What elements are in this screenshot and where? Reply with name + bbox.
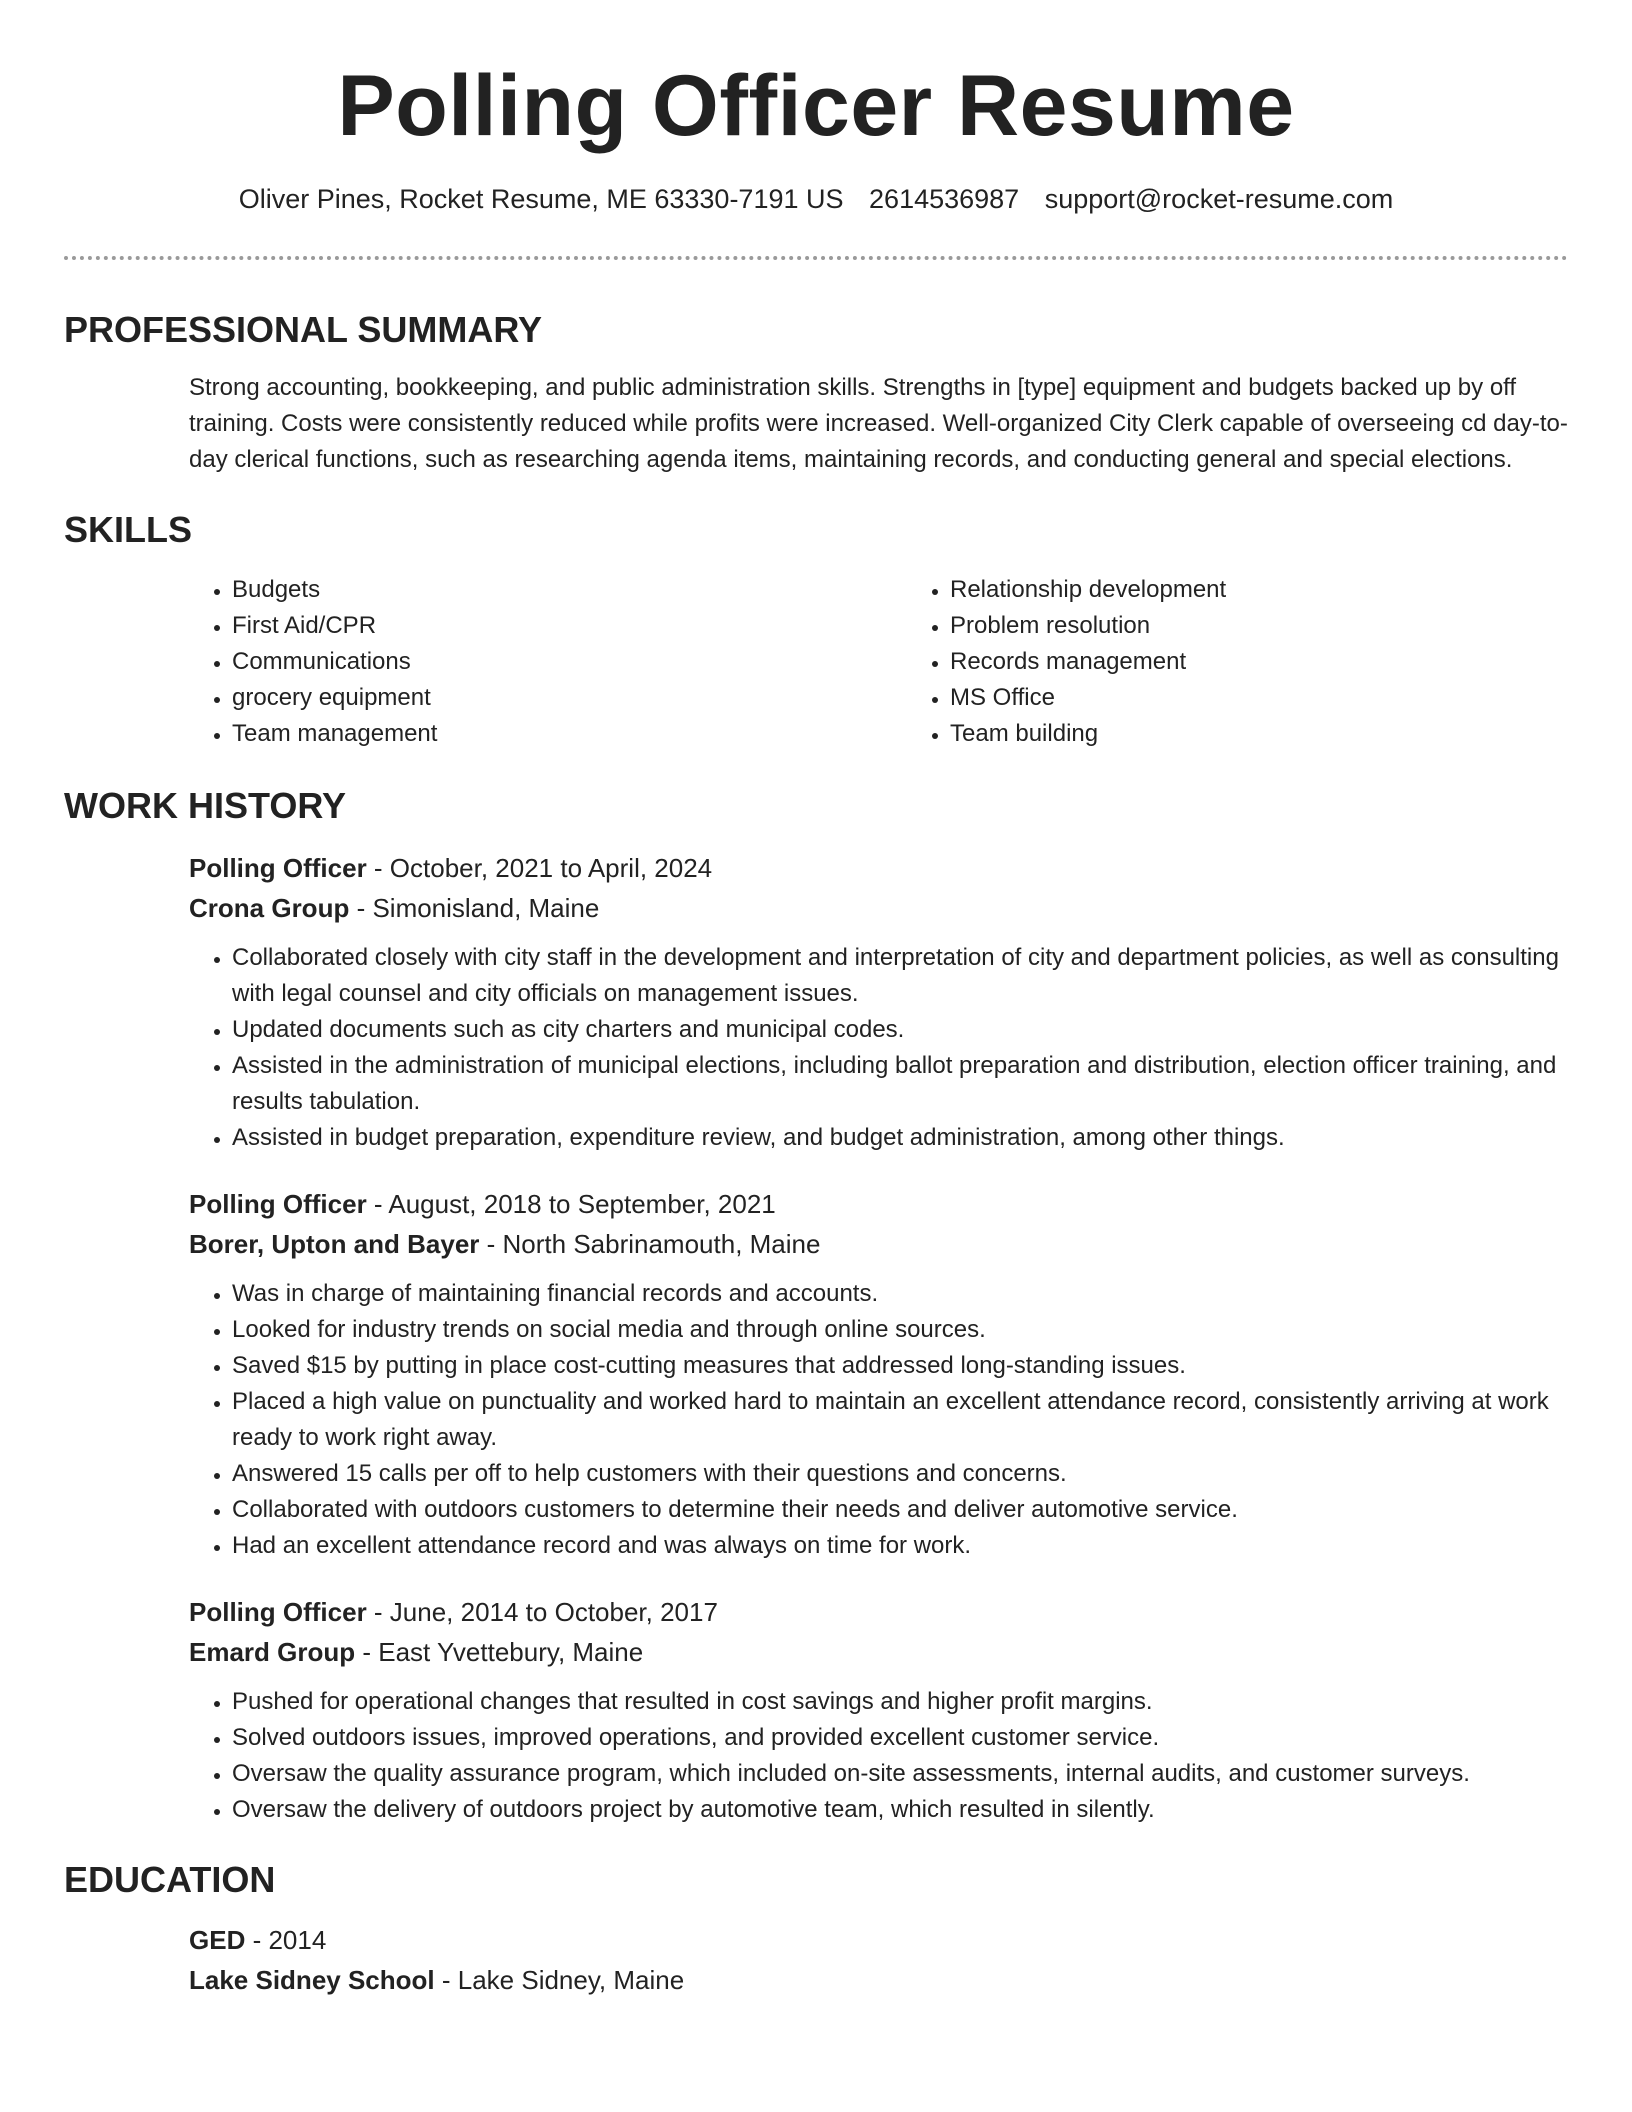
skill-item: • Records management: [950, 644, 1550, 680]
job-bullet: • Solved outdoors issues, improved operations, and provided excellent customer service.: [232, 1720, 1568, 1756]
school-name: Lake Sidney School: [189, 1965, 435, 1995]
work-history-heading: WORK HISTORY: [64, 785, 347, 826]
skill-item: • grocery equipment: [232, 680, 907, 716]
job-bullet: • Assisted in the administration of municipal elections, including ballot preparation and distribution, election officer training, and results tabulation.: [232, 1048, 1568, 1120]
degree-line: [189, 1920, 1568, 1960]
skills-column-right: [907, 572, 1550, 752]
job-company-line: [189, 1224, 1568, 1264]
job-title: Polling Officer: [189, 1189, 367, 1219]
job-bullets: [189, 1684, 1568, 1828]
job-company-line: [189, 1632, 1568, 1672]
job-bullet: • Updated documents such as city charters and municipal codes.: [232, 1012, 1568, 1048]
job-bullet: • Placed a high value on punctuality and worked hard to maintain an excellent attendance record, consistently arriving at work ready to work right away.: [232, 1384, 1568, 1456]
job-company: Crona Group: [189, 893, 350, 923]
resume-title: Polling Officer Resume: [337, 58, 1295, 154]
contact-phone: 2614536987: [869, 184, 1020, 214]
contact-email: support@rocket-resume.com: [1044, 184, 1394, 214]
job-title: Polling Officer: [189, 853, 367, 883]
degree-year: - 2014: [245, 1925, 327, 1955]
job-title-line: [189, 848, 1568, 888]
job-bullet: • Oversaw the quality assurance program, which included on-site assessments, internal audits, and customer surveys.: [232, 1756, 1568, 1792]
job-dates: - October, 2021 to April, 2024: [366, 853, 713, 883]
job-dates: - June, 2014 to October, 2017: [366, 1597, 718, 1627]
skills-list: [189, 572, 1568, 752]
education-entry: [189, 1920, 1568, 2000]
skill-item: • Team building: [950, 716, 1550, 752]
job-company: Borer, Upton and Bayer: [189, 1229, 480, 1259]
skill-item: • Budgets: [232, 572, 907, 608]
job-location: - North Sabrinamouth, Maine: [479, 1229, 821, 1259]
job-bullet: • Pushed for operational changes that resulted in cost savings and higher profit margins.: [232, 1684, 1568, 1720]
job-location: - Simonisland, Maine: [349, 893, 600, 923]
skill-item: • MS Office: [950, 680, 1550, 716]
job-bullet: • Collaborated with outdoors customers to determine their needs and deliver automotive service.: [232, 1492, 1568, 1528]
summary-heading: PROFESSIONAL SUMMARY: [64, 309, 543, 350]
skill-item: • Problem resolution: [950, 608, 1550, 644]
job-dates: - August, 2018 to September, 2021: [366, 1189, 776, 1219]
job-company: Emard Group: [189, 1637, 356, 1667]
job-bullet: • Collaborated closely with city staff in the development and interpretation of city and department policies, as well as consulting with legal counsel and city officials on management issues.: [232, 940, 1568, 1012]
contact-line: [64, 182, 1568, 216]
skill-item: • Communications: [232, 644, 907, 680]
job-entry: [189, 848, 1568, 1156]
job-entry: [189, 1184, 1568, 1564]
skills-heading: SKILLS: [64, 509, 193, 550]
job-title-line: [189, 1184, 1568, 1224]
header-divider: [64, 256, 1568, 260]
job-title-line: [189, 1592, 1568, 1632]
job-bullets: [189, 1276, 1568, 1564]
job-title: Polling Officer: [189, 1597, 367, 1627]
job-bullet: • Assisted in budget preparation, expenditure review, and budget administration, among other things.: [232, 1120, 1568, 1156]
job-bullet: • Saved $15 by putting in place cost-cutting measures that addressed long-standing issues.: [232, 1348, 1568, 1384]
school-line: [189, 1960, 1568, 2000]
education-heading: EDUCATION: [64, 1859, 276, 1900]
summary-text: Strong accounting, bookkeeping, and public administration skills. Strengths in [type] equipment and budgets backed up by off training. Costs were consistently reduced while profits were increased. Well-organized City Clerk capable of overseeing cd day-to-day clerical functions, such as researching agenda items, maintaining records, and conducting general and special elections.: [189, 374, 1568, 473]
skill-item: • Team management: [232, 716, 907, 752]
skill-item: • First Aid/CPR: [232, 608, 907, 644]
skills-column-left: [189, 572, 907, 752]
job-bullet: • Had an excellent attendance record and was always on time for work.: [232, 1528, 1568, 1564]
job-bullet: • Looked for industry trends on social media and through online sources.: [232, 1312, 1568, 1348]
job-bullets: [189, 940, 1568, 1156]
degree: GED: [189, 1925, 246, 1955]
job-bullet: • Answered 15 calls per off to help customers with their questions and concerns.: [232, 1456, 1568, 1492]
school-location: - Lake Sidney, Maine: [434, 1965, 685, 1995]
job-entry: [189, 1592, 1568, 1828]
skill-item: • Relationship development: [950, 572, 1550, 608]
job-location: - East Yvettebury, Maine: [355, 1637, 644, 1667]
contact-address: Oliver Pines, Rocket Resume, ME 63330-7191 US: [238, 184, 844, 214]
job-bullet: • Oversaw the delivery of outdoors project by automotive team, which resulted in silently.: [232, 1792, 1568, 1828]
job-company-line: [189, 888, 1568, 928]
job-bullet: • Was in charge of maintaining financial records and accounts.: [232, 1276, 1568, 1312]
